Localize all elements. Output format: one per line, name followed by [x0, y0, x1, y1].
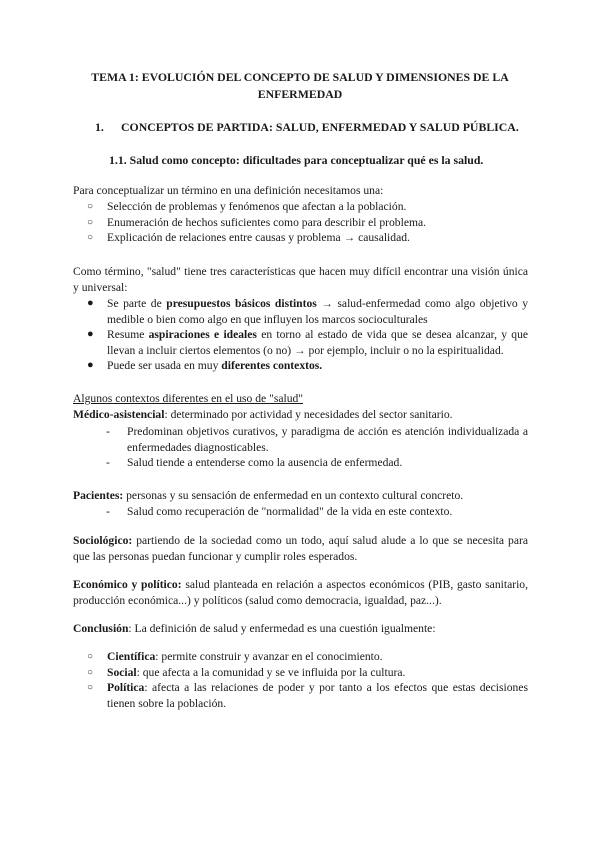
circle-bullet-icon: ○ [87, 651, 94, 662]
contexts-heading: Algunos contextos diferentes en el uso de "salud" [73, 392, 304, 405]
dash-bullet-icon: - [106, 505, 110, 518]
intro-paragraph: Para conceptualizar un término en una definición necesitamos una: [73, 184, 384, 197]
list-item: ● Puede ser usada en muy diferentes contextos. [87, 359, 323, 372]
list-item: - Salud tiende a entenderse como la ausencia de enfermedad. [106, 456, 403, 469]
subsection-heading-1-1: 1.1. Salud como concepto: dificultades para conceptualizar qué es la salud. [109, 153, 484, 167]
medico-paragraph: Médico-asistencial: determinado por actividad y necesidades del sector sanitario. [73, 408, 453, 421]
conclusion-paragraph: Conclusión: La definición de salud y enfermedad es una cuestión igualmente: [73, 622, 436, 635]
list-item: ● Resume aspiraciones e ideales en torno al estado de vida que se desea alcanzar, y que llevan a incluir ciertos elementos (o no) → por ejemplo, incluir o no la espiritualidad. [87, 328, 529, 357]
economico-paragraph: Económico y político: salud planteada en relación a aspectos económicos (PIB, gasto sanitario, producción económica...) y políticos (salud como democracia, igualdad, paz...). [73, 578, 528, 607]
list-item: ○ Política: afecta a las relaciones de poder y por tanto a los efectos que estas decisiones tienen sobre la población. [87, 681, 528, 710]
sociologico-paragraph: Sociológico: partiendo de la sociedad como un todo, aquí salud alude a lo que se necesita para que las personas puedan funcionar y cumplir roles esperados. [73, 534, 528, 563]
circle-bullet-icon: ○ [87, 232, 94, 243]
circle-bullet-icon: ○ [87, 201, 94, 212]
dash-bullet-icon: - [106, 425, 110, 438]
dot-bullet-icon: ● [87, 328, 94, 340]
list-item: - Salud como recuperación de "normalidad" de la vida en este contexto. [106, 505, 453, 518]
conclusion-list [73, 649, 528, 711]
circle-bullet-icon: ○ [87, 682, 94, 693]
medico-list [73, 424, 528, 471]
list-item: ○ Científica: permite construir y avanzar en el conocimiento. [87, 650, 383, 663]
list-item: ● Se parte de presupuestos básicos distintos → salud-enfermedad como algo objetivo y medible o bien como algo en que influyen los marcos socioculturales [87, 297, 529, 326]
list-item: ○ Enumeración de hechos suficientes como para describir el problema. [87, 215, 427, 229]
circle-bullet-icon: ○ [87, 216, 94, 228]
dot-bullet-icon: ● [87, 359, 94, 371]
dot-bullet-icon: ● [87, 297, 94, 309]
term-paragraph: Como término, "salud" tiene tres características que hacen muy difícil encontrar una visión única y universal: [73, 265, 528, 294]
section-heading-1: 1. CONCEPTOS DE PARTIDA: SALUD, ENFERMEDAD Y SALUD PÚBLICA. [95, 120, 519, 134]
dash-bullet-icon: - [106, 456, 110, 469]
document-title: TEMA 1: EVOLUCIÓN DEL CONCEPTO DE SALUD Y DIMENSIONES DE LA ENFERMEDAD [91, 70, 509, 101]
term-list [73, 296, 528, 374]
list-item: ○ Social: que afecta a la comunidad y se ve influida por la cultura. [87, 665, 406, 679]
list-item: - Predominan objetivos curativos, y paradigma de acción es atención individualizada a enfermedades diagnosticables. [106, 425, 528, 454]
intro-list [73, 199, 528, 246]
list-item: ○ Explicación de relaciones entre causas y problema → causalidad. [87, 231, 410, 244]
circle-bullet-icon: ○ [87, 666, 94, 678]
list-item: ○ Selección de problemas y fenómenos que afectan a la población. [87, 200, 407, 213]
pacientes-paragraph: Pacientes: personas y su sensación de enfermedad en un contexto cultural concreto. [73, 489, 464, 502]
pacientes-list [73, 504, 528, 520]
